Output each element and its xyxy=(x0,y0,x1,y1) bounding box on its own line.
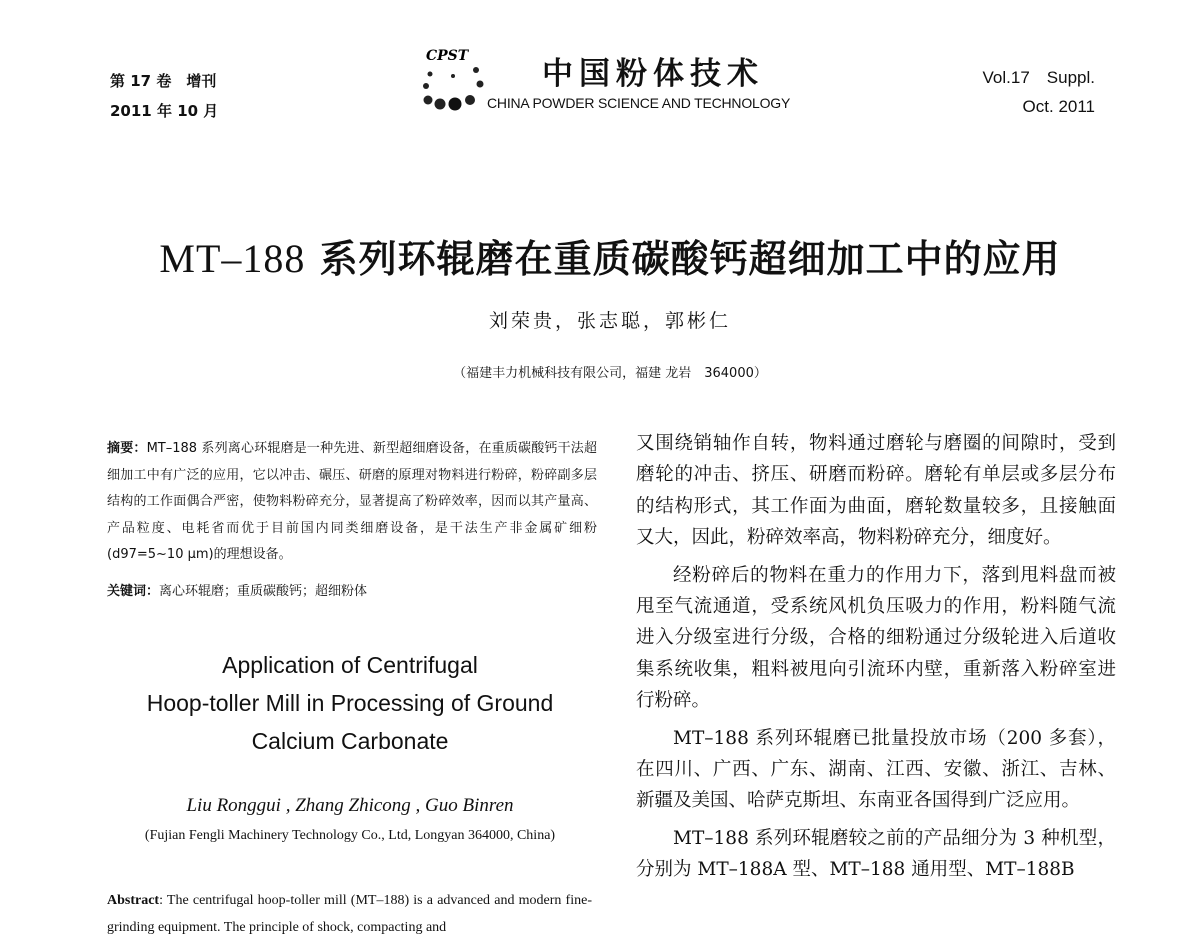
body-paragraph: MT–188 系列环辊磨已批量投放市场（200 多套），在四川、广西、广东、湖南、江西、安徽、浙江、吉林、新疆及美国、哈萨克斯坦、东南亚各国得到广泛应用。 xyxy=(636,727,1116,812)
journal-name-en: CHINA POWDER SCIENCE AND TECHNOLOGY xyxy=(487,95,791,111)
title-text: 系列环辊磨在重质碳酸钙超细加工中的应用 xyxy=(305,237,1061,281)
english-title-line: Hoop-toller Mill in Processing of Ground xyxy=(146,690,554,716)
abstract-en xyxy=(107,887,592,941)
body-paragraph: 经粉碎后的物料在重力的作用力下，落到甩料盘而被甩至气流通道，受系统风机负压吸力的作用，粉料随气流进入分级室进行分级，合格的细粉通过分级轮进入后道收集系统收集，粗料被甩向引流环内壁，重新落入粉碎室进行粉碎。 xyxy=(636,564,1116,712)
journal-issue-en xyxy=(983,63,1095,121)
body-text xyxy=(636,428,1116,886)
date-en: Oct. 2011 xyxy=(1022,97,1095,116)
abstract-cn-label: 摘要： xyxy=(107,441,147,456)
affiliation-cn: （福建丰力机械科技有限公司，福建 龙岩 364000） xyxy=(453,366,767,381)
english-title xyxy=(112,646,588,760)
english-title-line: Calcium Carbonate xyxy=(251,728,449,754)
abstract-cn xyxy=(107,436,597,569)
article-title xyxy=(0,228,1200,283)
journal-issue-cn xyxy=(110,66,218,126)
keywords-label: 关键词： xyxy=(107,584,160,599)
journal-name-cn: 中国粉体技术 xyxy=(542,56,764,92)
abstract-cn-text: MT–188 系列离心环辊磨是一种先进、新型超细磨设备，在重质碳酸钙干法超细加工中有广泛的应用，它以冲击、碾压、研磨的原理对物料进行粉碎，粉碎副多层结构的工作面偶合严密，使物料粉碎充分，显著提高了粉碎效率，因而以其产量高、产品粒度、电耗省而优于目前国内同类细磨设备，是干法生产非金属矿细粉(d97=5~10 μm)的理想设备。 xyxy=(107,441,597,562)
abstract-en-text: : The centrifugal hoop-toller mill (MT–188) is a advanced and modern fine-grinding equipment. The principle of shock, compacting and xyxy=(107,893,592,935)
logo-text: CPST xyxy=(426,48,469,64)
date-cn: 2011 年 10 月 xyxy=(110,102,219,120)
english-title-line: Application of Centrifugal xyxy=(222,652,478,678)
keywords-text: 离心环辊磨；重质碳酸钙；超细粉体 xyxy=(159,584,368,599)
body-paragraph: MT–188 系列环辊磨较之前的产品细分为 3 种机型，分别为 MT–188A 型、MT–188 通用型、MT–188B xyxy=(636,827,1116,881)
abstract-en-label: Abstract xyxy=(107,893,160,908)
volume-en: Vol.17 Suppl. xyxy=(982,68,1095,87)
authors-cn: 刘荣贵，张志聪，郭彬仁 xyxy=(488,310,731,332)
volume-cn: 第 17 卷 增刊 xyxy=(110,72,217,90)
body-paragraph: 又围绕销轴作自转，物料通过磨轮与磨圈的间隙时，受到磨轮的冲击、挤压、研磨而粉碎。磨轮有单层或多层分布的结构形式，其工作面为曲面，磨轮数量较多，且接触面又大，因此，粉碎效率高，物料粉碎充分，细度好。 xyxy=(636,433,1116,549)
title-model: MT–188 xyxy=(159,236,306,281)
affiliation-en: (Fujian Fengli Machinery Technology Co., Ltd, Longyan 364000, China) xyxy=(144,828,556,843)
keywords xyxy=(107,580,367,599)
journal-logo xyxy=(418,44,488,114)
authors-en: Liu Ronggui , Zhang Zhicong , Guo Binren xyxy=(186,795,514,816)
